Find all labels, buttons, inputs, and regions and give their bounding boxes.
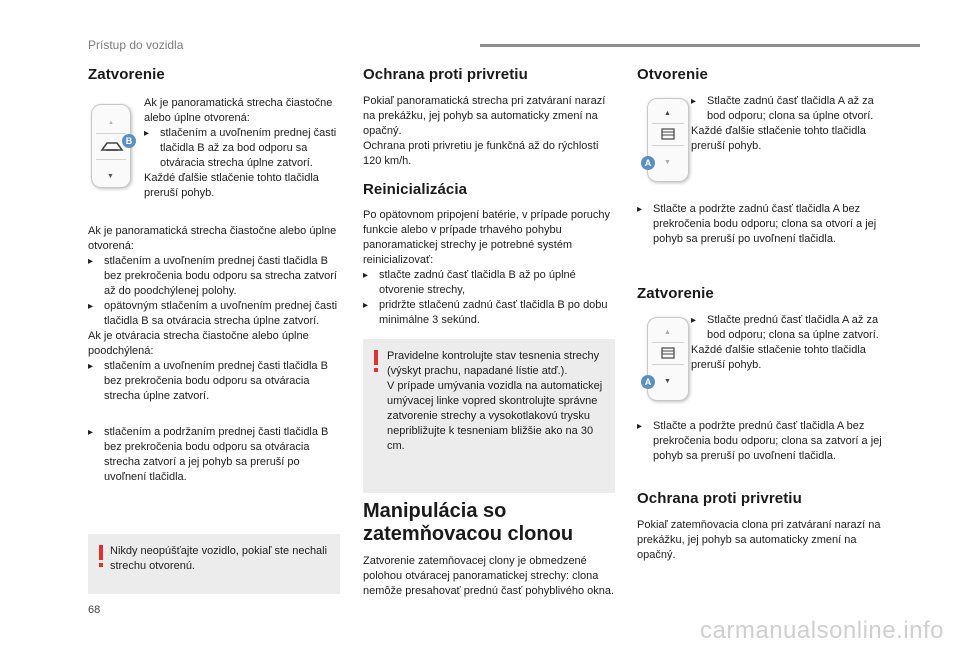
blind-icon — [661, 347, 675, 359]
figure-blind-switch-close — [637, 313, 889, 409]
intro-text: Ak je panoramatická strecha čiastočne alebo úplne otvorená: — [144, 97, 333, 124]
paragraph-1: Ak je panoramatická strecha čiastočne alebo úplne otvorená: — [88, 225, 337, 252]
blind-icon — [661, 128, 675, 140]
arrow-up-icon: ▲ — [108, 120, 114, 126]
blind-switch-panel — [647, 98, 689, 182]
bullet-1: ▸ stlačením a uvoľnením prednej časti tlačidla B bez prekročenia bodu odporu sa strecha zatvorí až do poodchýlenej polohy. — [88, 255, 337, 297]
arrow-down-icon: ▼ — [107, 173, 114, 180]
arrow-down-icon: ▼ — [664, 378, 671, 385]
column-right — [637, 66, 889, 563]
column-middle — [363, 66, 615, 328]
open-figure-bullet: ▸ Stlačte zadnú časť tlačidla A až za bod odporu; clona sa úplne otvorí. — [691, 95, 874, 122]
open-figure-note: Každé ďalšie stlačenie tohto tlačidla preruší pohyb. — [691, 125, 866, 152]
warning-box-left — [88, 534, 340, 594]
section-heading-manipulacia: Manipulácia so zatemňovacou clonou — [363, 500, 574, 545]
header-title: Prístup do vozidla — [88, 38, 184, 52]
watermark: carmanualsonline.info — [700, 617, 944, 644]
header-rule — [480, 44, 920, 47]
section-heading-ochrana: Ochrana proti privretiu — [363, 66, 528, 83]
figure-roof-switch — [88, 96, 340, 210]
page-number: 68 — [88, 604, 101, 616]
roof-icon — [100, 136, 124, 156]
bullet-marker-icon: ▸ — [144, 128, 150, 139]
bullet-2: ▸ opätovným stlačením a uvoľnením prednej časti tlačidla B sa otváracia strecha úplne zatvorí. — [88, 300, 338, 327]
label-a-badge: A — [641, 375, 655, 389]
paragraph-ochrana-2: Ochrana proti privretiu je funkčná až do rýchlosti 120 km/h. — [363, 140, 599, 167]
paragraph-ochrana-1: Pokiaľ panoramatická strecha pri zatváraní narazí na prekážku, jej pohyb sa automaticky zmení na opačný. — [363, 95, 606, 137]
arrow-up-icon: ▲ — [664, 110, 671, 117]
open-bullet: ▸ Stlačte a podržte zadnú časť tlačidla A bez prekročenia bodu odporu; clona sa otvorí a jej pohyb sa preruší po uvoľnení tlačidla. — [637, 203, 877, 245]
intro-note: Každé ďalšie stlačenie tohto tlačidla preruší pohyb. — [144, 172, 319, 199]
column-middle-lower — [363, 500, 615, 599]
reinit-bullet-2: ▸ pridržte stlačenú zadnú časť tlačidla B po dobu minimálne 3 sekúnd. — [363, 299, 608, 326]
section-heading-otvorenie: Otvorenie — [637, 66, 708, 83]
warning-box-middle — [363, 339, 615, 493]
bullet-4: ▸ stlačením a podržaním prednej časti tlačidla B bez prekročenia bodu odporu sa otváracia strecha zatvorí a jej pohyb sa preruší po uvoľnení tlačidla. — [88, 426, 329, 483]
bullet-3: ▸ stlačením a uvoľnením prednej časti tlačidla B bez prekročenia bodu odporu sa otváracia strecha úplne zatvorí. — [88, 360, 328, 402]
reinit-bullet-1: ▸ stlačte zadnú časť tlačidla B až po úplné otvorenie strechy, — [363, 269, 576, 296]
label-a-badge: A — [641, 156, 655, 170]
close-figure-bullet: ▸ Stlačte prednú časť tlačidla A až za bod odporu; clona sa úplne zatvorí. — [691, 314, 879, 341]
section-heading-zatvorenie: Zatvorenie — [88, 66, 165, 83]
label-b-badge: B — [122, 134, 136, 148]
section-heading-ochrana-clona: Ochrana proti privretiu — [637, 490, 802, 507]
arrow-down-icon: ▼ — [664, 159, 671, 166]
section-heading-reinicializacia: Reinicializácia — [363, 181, 468, 198]
column-left — [88, 66, 340, 485]
warning-text: Pravidelne kontrolujte stav tesnenia strechy (výskyt prachu, napadané lístie atď.). V prípade umývania vozidla na automatickej umývacej linke vopred skontrolujte správne zatvorenie strechy a vysokotlakovú trysku nepribližujte k tesneniam bližšie ako na 30 cm. — [387, 350, 603, 452]
paragraph-manipulacia: Zatvorenie zatemňovacej clony je obmedzené polohou otváracej panoramatickej strechy: clona nemôže presahovať prednú časť pohyblivého okna. — [363, 555, 615, 597]
warning-text: Nikdy neopúšťajte vozidlo, pokiaľ ste nechali strechu otvorenú. — [110, 545, 328, 572]
intro-bullet: ▸ stlačením a uvoľnením prednej časti tlačidla B až za bod odporu sa otváracia strecha úplne zatvorí. — [144, 127, 337, 169]
paragraph-ochrana-clona: Pokiaľ zatemňovacia clona pri zatváraní narazí na prekážku, jej pohyb sa automaticky zmení na opačný. — [637, 519, 881, 561]
arrow-up-icon: ▲ — [664, 329, 671, 336]
warning-icon — [96, 544, 106, 568]
paragraph-reinicializacia: Po opätovnom pripojení batérie, v prípade poruchy funkcie alebo v prípade trhavého pohybu panoramatickej strechy je potrebné systém reinicializovať: — [363, 209, 611, 266]
close-figure-note: Každé ďalšie stlačenie tohto tlačidla preruší pohyb. — [691, 344, 866, 371]
warning-icon — [371, 349, 381, 373]
blind-switch-panel — [647, 317, 689, 401]
figure-blind-switch-open — [637, 94, 889, 190]
paragraph-2: Ak je otváracia strecha čiastočne alebo úplne poodchýlená: — [88, 330, 309, 357]
section-heading-zatvorenie-clona: Zatvorenie — [637, 285, 714, 302]
close-bullet: ▸ Stlačte a podržte prednú časť tlačidla A bez prekročenia bodu odporu; clona sa zatvorí a jej pohyb sa preruší po uvoľnení tlačidla. — [637, 420, 882, 462]
